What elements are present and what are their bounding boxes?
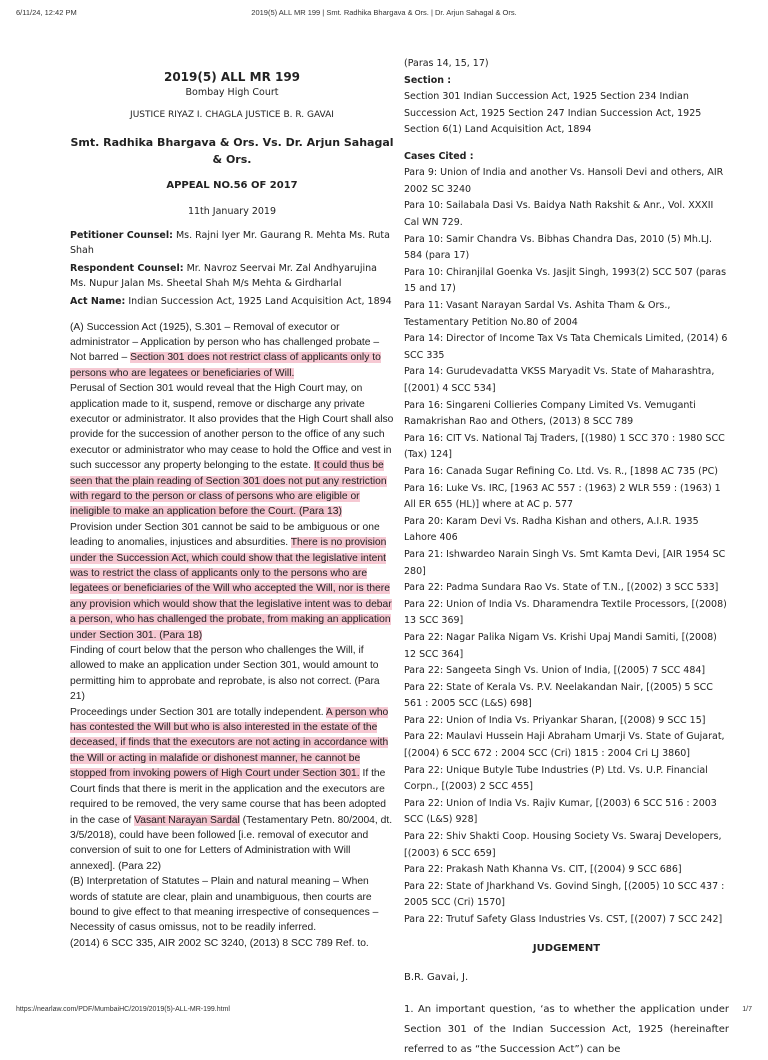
counsel-block — [70, 229, 394, 310]
print-footer — [16, 1006, 752, 1018]
case-item: Para 22: Sangeeta Singh Vs. Union of India, [(2005) 7 SCC 484] — [404, 665, 706, 677]
case-item: Para 10: Samir Chandra Vs. Bibhas Chandra Das, 2010 (5) Mh.LJ. 584 (para 17) — [404, 233, 713, 262]
case-item: Para 20: Karam Devi Vs. Radha Kishan and others, A.I.R. 1935 Lahore 406 — [404, 515, 699, 544]
judgement-heading: JUDGEMENT — [532, 942, 601, 954]
highlight: A person who has contested the Will but who is also interested in the estate of the deceased, if finds that the executors are not acting in accordance with the Will or acting in malafide or dishonest manner, he cannot be stopped from invoking powers of High Court under Section 301. — [70, 706, 389, 780]
print-datetime: 6/11/24, 12:42 PM — [16, 8, 77, 17]
case-item: Para 22: Trutuf Safety Glass Industries Vs. CST, [(2007) 7 SCC 242] — [404, 914, 723, 925]
case-parties: Smt. Radhika Bhargava & Ors. Vs. Dr. Arjun Sahagal & Ors. — [70, 136, 394, 166]
highlight: Section 301 does not restrict class of applicants only to persons who are legatees or beneficiaries of Will. — [70, 352, 381, 379]
headnote-para-22: Proceedings under Section 301 are totally independent. A person who has contested the Will but who is also interested in the estate of the deceased, if finds that the executors are not acting in accordance with the Will or acting in malafide or dishonest manner, he cannot be stopped from invoking powers of High Court under Section 301. If the Court finds that there is merit in the application and the executors are required to be removed, the very same course that has been adopted in the case of Vasant Narayan Sardal (Testamentary Petn. 80/2004, dt. 3/5/2018), could have been followed [i.e. removal of executor and conversion of suit to one for Letters of Administration with Will annexed]. (Para 22) — [70, 706, 393, 872]
right-column — [404, 56, 729, 1060]
case-item: Para 22: Shiv Shakti Coop. Housing Society Vs. Swaraj Developers, [(2003) 6 SCC 659] — [404, 831, 722, 859]
appeal-number: APPEAL NO.56 OF 2017 — [166, 180, 298, 191]
case-item: Para 22: Union of India Vs. Rajiv Kumar, [(2003) 6 SCC 516 : 2003 SCC (L&S) 928] — [404, 797, 717, 826]
headnote-para-21: Finding of court below that the person who challenges the Will, if allowed to make an application under Section 301, would amount to permitting him to approbate and reprobate, is also not correct. (Para 21) — [70, 645, 380, 703]
headnotes — [70, 320, 394, 952]
case-item: Para 14: Director of Income Tax Vs Tata Chemicals Limited, (2014) 6 SCC 335 — [404, 333, 728, 361]
cases-cited-label: Cases Cited : — [404, 150, 474, 162]
case-item: Para 22: Union of India Vs. Dharamendra Textile Processors, [(2008) 13 SCC 369] — [404, 598, 727, 627]
case-item: Para 14: Gurudevadatta VKSS Maryadit Vs. State of Maharashtra, [(2001) 4 SCC 534] — [404, 366, 715, 394]
citation: 2019(5) ALL MR 199 — [163, 70, 301, 84]
headnote-a: (A) Succession Act (1925), S.301 – Removal of executor or administrator – Application by person who has challenged probate – Not barred – Section 301 does not restrict class of applicants only to persons who are legatees or beneficiaries of Will. — [70, 321, 381, 379]
headnote-para-18: Provision under Section 301 cannot be said to be ambiguous or one leading to anomalies, injustices and absurdities. There is no provision under the Succession Act, which could show that the legislative intent was to restrict the class of applicants only to the persons who are legatees or beneficiaries of the Will who accepted the Will, nor is there any provision which would show that the legislative intent was to debar a person, who has challenged the probate, from making an application under Section 301. (Para 18) — [70, 521, 392, 641]
judges: JUSTICE RIYAZ I. CHAGLA JUSTICE B. R. GAVAI — [130, 110, 334, 120]
case-item: Para 22: Maulavi Hussein Haji Abraham Umarji Vs. State of Gujarat, [(2004) 6 SCC 672 : 2004 SCC (Cri) 1815 : 2004 Cri LJ 3860] — [404, 731, 725, 760]
section-label: Section : — [404, 74, 452, 86]
highlight: It could thus be seen that the plain reading of Section 301 does not put any restriction with regard to the person or class of persons who are eligible or ineligible to make an application before the Court. (Para 13) — [70, 460, 387, 518]
print-page-title: 2019(5) ALL MR 199 | Smt. Radhika Bhargava & Ors. | Dr. Arjun Sahagal & Ors. — [251, 8, 517, 17]
case-item: Para 22: State of Jharkhand Vs. Govind Singh, [(2005) 10 SCC 437 : 2005 SCC (Cri) 1570] — [404, 880, 725, 909]
page-number: 1/7 — [742, 1006, 752, 1013]
judgment-date: 11th January 2019 — [187, 206, 277, 217]
highlight: Vasant Narayan Sardal — [134, 814, 240, 826]
case-item: Para 22: Prakash Nath Khanna Vs. CIT, [(2004) 9 SCC 686] — [404, 864, 682, 876]
case-item: Para 22: Union of India Vs. Priyankar Sharan, [(2008) 9 SCC 15] — [404, 714, 706, 726]
case-item: Para 9: Union of India and another Vs. Hansoli Devi and others, AIR 2002 SC 3240 — [404, 167, 724, 195]
case-item: Para 11: Vasant Narayan Sardal Vs. Ashita Tham & Ors., Testamentary Petition No.80 of 2004 — [404, 300, 671, 328]
case-item: Para 16: CIT Vs. National Taj Traders, [(1980) 1 SCC 370 : 1980 SCC (Tax) 124] — [404, 432, 725, 461]
left-column — [70, 60, 394, 951]
headnote-refs: (2014) 6 SCC 335, AIR 2002 SC 3240, (2013) 8 SCC 789 Ref. to. — [70, 937, 369, 949]
petitioner-counsel: Petitioner Counsel: Ms. Rajni Iyer Mr. Gaurang R. Mehta Ms. Ruta Shah — [70, 230, 390, 256]
judgment-author: B.R. Gavai, J. — [404, 971, 469, 983]
act-name: Act Name: Indian Succession Act, 1925 Land Acquisition Act, 1894 — [70, 296, 392, 307]
paras-ref: (Paras 14, 15, 17) — [404, 58, 489, 69]
cases-cited-list — [404, 165, 729, 928]
headnote-b: (B) Interpretation of Statutes – Plain and natural meaning – When words of statute are clear, plain and unambiguous, then courts are bound to give effect to that meaning irrespective of consequences – Necessity of casus omissus, not to be readily inferred. — [70, 876, 379, 934]
case-item: Para 16: Luke Vs. IRC, [1963 AC 557 : (1963) 2 WLR 559 : (1963) 1 All ER 655 (HL)] where at AC p. 577 — [404, 482, 721, 511]
case-item: Para 22: State of Kerala Vs. P.V. Neelakandan Nair, [(2005) 5 SCC 561 : 2005 SCC (L&S) 698] — [404, 681, 713, 710]
court-name: Bombay High Court — [185, 87, 279, 98]
case-item: Para 10: Sailabala Dasi Vs. Baidya Nath Rakshit & Anr., Vol. XXXII Cal WN 729. — [404, 200, 714, 229]
source-url: https://nearlaw.com/PDF/MumbaiHC/2019/2019(5)-ALL-MR-199.html — [16, 1006, 230, 1013]
headnote-para-13: Perusal of Section 301 would reveal that the High Court may, on application made to it, suspend, remove or discharge any private executor or administrator. It also provides that the High Court shall also provide for the succession of another person to the office of any such executor or administrator who may cease to hold the Office and vest in such successor any property belonging to the estate. It could thus be seen that the plain reading of Section 301 does not put any restriction with regard to the person or class of persons who are eligible or ineligible to make an application before the Court. (Para 13) — [70, 383, 394, 518]
judgment-para-1: 1. An important question, ‘as to whether the application under Section 301 of the Indian Succession Act, 1925 (hereinafter referred to as “the Succession Act”) can be — [404, 1003, 729, 1055]
case-item: Para 10: Chiranjilal Goenka Vs. Jasjit Singh, 1993(2) SCC 507 (paras 15 and 17) — [404, 266, 727, 295]
case-item: Para 21: Ishwardeo Narain Singh Vs. Smt Kamta Devi, [AIR 1954 SC 280] — [404, 548, 726, 577]
case-item: Para 22: Unique Butyle Tube Industries (P) Ltd. Vs. U.P. Financial Corpn., [(2003) 2 SCC 455] — [404, 764, 708, 793]
case-item: Para 22: Nagar Palika Nigam Vs. Krishi Upaj Mandi Samiti, [(2008) 12 SCC 364] — [404, 631, 717, 660]
print-header — [16, 8, 752, 22]
case-item: Para 16: Canada Sugar Refining Co. Ltd. Vs. R., [1898 AC 735 (PC) — [404, 465, 718, 477]
case-item: Para 22: Padma Sundara Rao Vs. State of T.N., [(2002) 3 SCC 533] — [404, 582, 719, 594]
respondent-counsel: Respondent Counsel: Mr. Navroz Seervai Mr. Zal Andhyarujina Ms. Nupur Jalan Ms. Sheetal Shah M/s Mehta & Girdharlal — [70, 263, 377, 289]
section-text: Section 301 Indian Succession Act, 1925 Section 234 Indian Succession Act, 1925 Section 247 Indian Succession Act, 1925 Section 6(1) Land Acquisition Act, 1894 — [404, 91, 702, 136]
highlight: There is no provision under the Succession Act, which could show that the legislative intent was to restrict the class of applicants only to the persons who are legatees or beneficiaries of the Will who accepted the Will, nor is there any provision which would show that the legislative intent was to debar a person, who has challenged the probate, from making an application under Section 301. (Para 18) — [70, 537, 392, 641]
case-item: Para 16: Singareni Collieries Company Limited Vs. Vemuganti Ramakrishan Rao and Others, (2013) 8 SCC 789 — [404, 399, 696, 428]
